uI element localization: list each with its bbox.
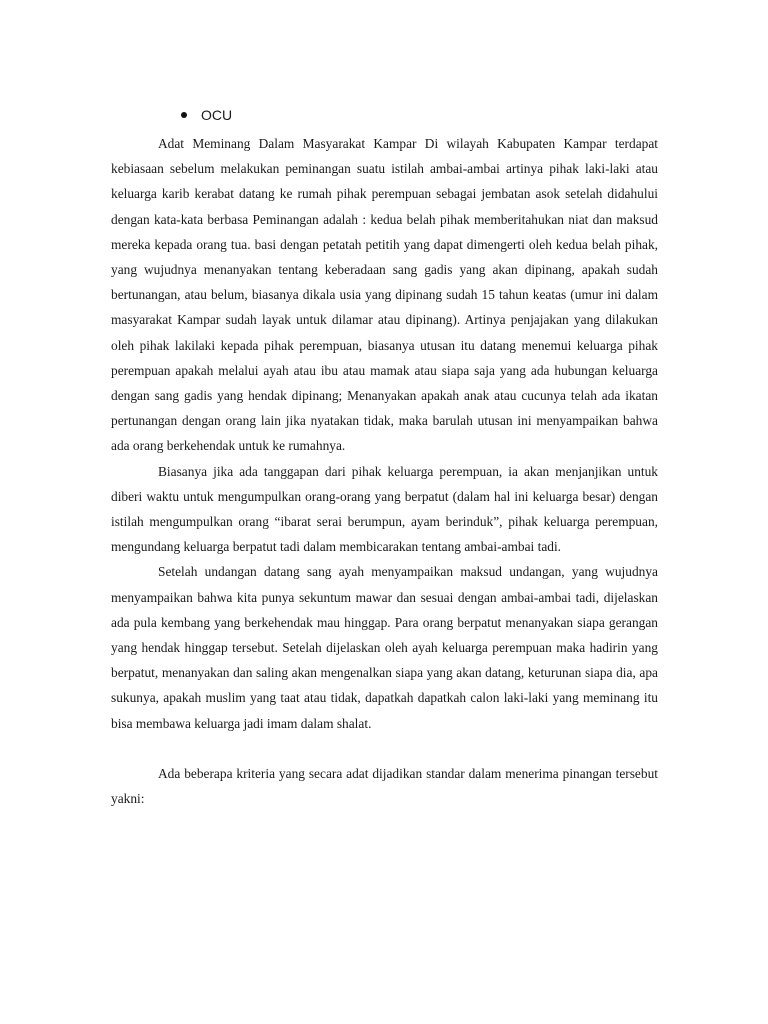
bullet-list-item xyxy=(181,103,232,127)
paragraph-3: Setelah undangan datang sang ayah menyampaikan maksud undangan, yang wujudnya menyampaikan bahwa kita punya sekuntum mawar dan sesuai dengan ambai-ambai tadi, dijelaskan ada pula kembang yang berkehendak mau hinggap. Para orang berpatut menanyakan siapa gerangan yang hendak hinggap tersebut. Setelah dijelaskan oleh ayah keluarga perempuan maka hadirin yang berpatut, menanyakan dan saling akan mengenalkan siapa yang akan datang, keturunan siapa dia, apa sukunya, apakah muslim yang taat atau tidak, dapatkah dapatkah calon laki-laki yang meminang itu bisa membawa keluarga jadi imam dalam shalat. xyxy=(111,564,658,731)
paragraph-1: Adat Meminang Dalam Masyarakat Kampar Di wilayah Kabupaten Kampar terdapat kebiasaan sebelum melakukan peminangan suatu istilah ambai-ambai artinya pihak laki-laki atau keluarga karib kerabat datang ke rumah pihak perempuan sebagai jembatan asok setelah didahului dengan kata-kata berbasa Peminangan adalah : kedua belah pihak memberitahukan niat dan maksud mereka kepada orang tua. basi dengan petatah petitih yang dapat dimengerti oleh kedua belah pihak, yang wujudnya menanyakan tentang keberadaan sang gadis yang akan dipinang, apakah sudah bertunangan, atau belum, biasanya dikala usia yang dipinang sudah 15 tahun keatas (umur ini dalam masyarakat Kampar sudah layak untuk dilamar atau dipinang). Artinya penjajakan yang dilakukan oleh pihak lakilaki kepada pihak perempuan, biasanya utusan itu datang menemui keluarga pihak perempuan apakah melalui ayah atau ibu atau mamak atau siapa saja yang ada hubungan keluarga dengan sang gadis yang hendak dipinang; Menanyakan apakah anak atau cucunya telah ada ikatan pertunangan dengan orang lain jika nyatakan tidak, maka barulah utusan ini menyampaikan bahwa ada orang berkehendak untuk ke rumahnya. xyxy=(111,136,658,454)
paragraph-4: Ada beberapa kriteria yang secara adat dijadikan standar dalam menerima pinangan tersebut yakni: xyxy=(111,766,658,807)
paragraph-2: Biasanya jika ada tanggapan dari pihak keluarga perempuan, ia akan menjanjikan untuk diberi waktu untuk mengumpulkan orang-orang yang berpatut (dalam hal ini keluarga besar) dengan istilah mengumpulkan orang “ibarat serai berumpun, ayam berinduk”, pihak keluarga perempuan, mengundang keluarga berpatut tadi dalam membicarakan tentang ambai-ambai tadi. xyxy=(111,463,658,555)
bullet-icon xyxy=(181,112,187,118)
document-body xyxy=(111,131,658,811)
bullet-item-text: OCU xyxy=(201,107,233,123)
